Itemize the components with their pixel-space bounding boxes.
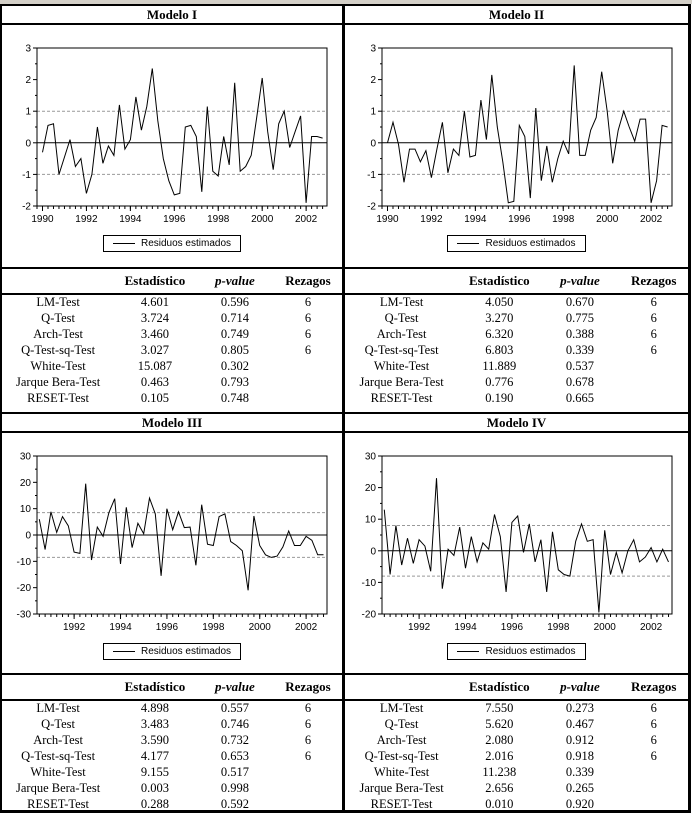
test-lags: 6 bbox=[304, 310, 312, 325]
table-row bbox=[345, 374, 688, 390]
test-name: Q-Test bbox=[384, 310, 419, 325]
svg-text:-2: -2 bbox=[366, 201, 376, 213]
col-p-value: p-value bbox=[215, 273, 255, 288]
legend-line-sample bbox=[113, 243, 135, 244]
svg-text:1992: 1992 bbox=[75, 214, 98, 225]
stats-cell-modelo-iii bbox=[2, 675, 345, 810]
test-name: Q-Test bbox=[384, 716, 419, 731]
stats-cell-modelo-ii bbox=[345, 269, 688, 412]
test-pvalue: 0.793 bbox=[220, 374, 249, 389]
diagnostics-table-modelo-iv bbox=[345, 675, 688, 810]
test-lags bbox=[274, 796, 342, 810]
test-statistic: 0.105 bbox=[140, 390, 170, 405]
chart-area-modelo-iv bbox=[345, 433, 688, 673]
test-statistic: 5.620 bbox=[485, 716, 514, 731]
test-pvalue: 0.805 bbox=[220, 342, 249, 357]
chart-area-modelo-i bbox=[2, 25, 345, 267]
test-pvalue: 0.592 bbox=[220, 796, 249, 810]
test-lags bbox=[274, 764, 342, 780]
test-pvalue: 0.918 bbox=[565, 748, 594, 763]
svg-text:30: 30 bbox=[364, 451, 376, 463]
col-rezagos: Rezagos bbox=[285, 679, 331, 694]
test-pvalue: 0.302 bbox=[220, 358, 249, 373]
table-row bbox=[2, 716, 342, 732]
test-statistic: 0.776 bbox=[485, 374, 514, 389]
test-pvalue: 0.732 bbox=[220, 732, 249, 747]
svg-text:3: 3 bbox=[25, 43, 31, 55]
chart-row-bottom bbox=[2, 433, 688, 675]
test-lags bbox=[274, 780, 342, 796]
test-name: RESET-Test bbox=[370, 390, 433, 405]
panel-title-modelo-ii: Modelo II bbox=[345, 6, 688, 23]
table-row bbox=[2, 732, 342, 748]
test-name: RESET-Test bbox=[370, 796, 433, 810]
test-name: Arch-Test bbox=[376, 326, 427, 341]
stats-header-row bbox=[2, 675, 342, 700]
svg-text:3: 3 bbox=[369, 43, 376, 55]
svg-text:1996: 1996 bbox=[500, 622, 523, 633]
table-row bbox=[2, 700, 342, 716]
test-statistic: 0.003 bbox=[140, 780, 170, 795]
svg-text:1992: 1992 bbox=[62, 622, 86, 633]
test-lags bbox=[619, 358, 688, 374]
chart-legend-modelo-iii bbox=[103, 643, 241, 660]
table-row bbox=[2, 780, 342, 796]
col-estadistico: Estadístico bbox=[124, 273, 186, 288]
test-name: Q-Test-sq-Test bbox=[21, 748, 96, 763]
test-pvalue: 0.775 bbox=[565, 310, 594, 325]
stats-header-row bbox=[2, 269, 342, 294]
table-row bbox=[2, 390, 342, 406]
col-test-empty bbox=[2, 675, 114, 700]
table-row bbox=[345, 796, 688, 810]
stats-cell-modelo-i bbox=[2, 269, 345, 412]
test-lags bbox=[619, 374, 688, 390]
residuals-chart-modelo-ii bbox=[346, 34, 688, 232]
svg-text:1996: 1996 bbox=[507, 214, 530, 225]
test-lags: 6 bbox=[304, 342, 312, 357]
diagnostics-table-modelo-i bbox=[2, 269, 342, 406]
svg-text:2000: 2000 bbox=[593, 622, 616, 633]
legend-line-sample bbox=[457, 243, 479, 244]
test-pvalue: 0.517 bbox=[220, 764, 249, 779]
svg-text:2002: 2002 bbox=[639, 214, 662, 225]
col-estadistico: Estadístico bbox=[469, 273, 530, 288]
test-pvalue: 0.678 bbox=[565, 374, 594, 389]
test-name: White-Test bbox=[373, 358, 430, 373]
table-row bbox=[2, 748, 342, 764]
table-row bbox=[345, 716, 688, 732]
test-pvalue: 0.653 bbox=[220, 748, 249, 763]
test-pvalue: 0.920 bbox=[565, 796, 594, 810]
svg-text:10: 10 bbox=[19, 504, 31, 516]
test-pvalue: 0.912 bbox=[565, 732, 594, 747]
svg-text:1: 1 bbox=[369, 106, 376, 118]
test-name: Arch-Test bbox=[33, 326, 83, 341]
test-statistic: 2.016 bbox=[485, 748, 514, 763]
chart-area-modelo-ii bbox=[345, 25, 688, 267]
test-statistic: 4.601 bbox=[140, 295, 170, 309]
svg-text:20: 20 bbox=[364, 483, 376, 495]
table-row bbox=[345, 390, 688, 406]
svg-text:2000: 2000 bbox=[251, 214, 274, 225]
table-row bbox=[2, 342, 342, 358]
test-name: Arch-Test bbox=[376, 732, 427, 747]
legend-label: Residuos estimados bbox=[140, 238, 232, 249]
test-statistic: 6.320 bbox=[485, 326, 514, 341]
test-statistic: 11.238 bbox=[482, 764, 517, 779]
svg-text:-1: -1 bbox=[22, 169, 31, 181]
svg-text:0: 0 bbox=[369, 546, 376, 558]
table-row bbox=[2, 310, 342, 326]
test-name: Q-Test-sq-Test bbox=[364, 748, 439, 763]
col-test-empty bbox=[345, 269, 458, 294]
legend-label: Residuos estimados bbox=[485, 646, 576, 657]
diagnostics-table-modelo-ii bbox=[345, 269, 688, 406]
test-statistic: 3.724 bbox=[140, 310, 170, 325]
test-pvalue: 0.339 bbox=[565, 342, 594, 357]
svg-text:1994: 1994 bbox=[109, 622, 132, 633]
test-lags bbox=[619, 796, 688, 810]
col-test-empty bbox=[2, 269, 114, 294]
test-pvalue: 0.265 bbox=[565, 780, 594, 795]
test-name: LM-Test bbox=[36, 701, 80, 715]
table-row bbox=[2, 764, 342, 780]
test-lags: 6 bbox=[650, 295, 657, 309]
test-statistic: 0.190 bbox=[485, 390, 514, 405]
test-lags: 6 bbox=[650, 716, 657, 731]
test-statistic: 3.483 bbox=[140, 716, 170, 731]
test-statistic: 11.889 bbox=[482, 358, 517, 373]
test-lags bbox=[274, 358, 342, 374]
test-pvalue: 0.557 bbox=[220, 701, 249, 715]
legend-label: Residuos estimados bbox=[140, 646, 232, 657]
legend-line-sample bbox=[113, 651, 135, 652]
test-statistic: 4.177 bbox=[140, 748, 170, 763]
test-name: LM-Test bbox=[379, 295, 424, 309]
test-name: RESET-Test bbox=[27, 796, 90, 810]
col-estadistico: Estadístico bbox=[469, 679, 530, 694]
test-name: Jarque Bera-Test bbox=[16, 780, 101, 795]
test-pvalue: 0.388 bbox=[565, 326, 594, 341]
test-name: White-Test bbox=[373, 764, 430, 779]
table-row bbox=[345, 732, 688, 748]
col-rezagos: Rezagos bbox=[630, 679, 677, 694]
residuals-chart-modelo-iii bbox=[2, 442, 343, 640]
table-row bbox=[345, 326, 688, 342]
svg-text:-20: -20 bbox=[16, 583, 31, 595]
table-row bbox=[345, 342, 688, 358]
test-statistic: 3.460 bbox=[140, 326, 170, 341]
svg-text:1998: 1998 bbox=[551, 214, 574, 225]
test-name: LM-Test bbox=[36, 295, 80, 309]
svg-text:1998: 1998 bbox=[207, 214, 230, 225]
test-name: Jarque Bera-Test bbox=[359, 780, 444, 795]
svg-text:1990: 1990 bbox=[31, 214, 54, 225]
chart-legend-modelo-iv bbox=[447, 643, 585, 660]
test-pvalue: 0.596 bbox=[220, 295, 249, 309]
test-name: Jarque Bera-Test bbox=[16, 374, 101, 389]
test-statistic: 4.050 bbox=[485, 295, 514, 309]
svg-text:1990: 1990 bbox=[375, 214, 399, 225]
stats-row-top bbox=[2, 269, 688, 414]
test-pvalue: 0.748 bbox=[220, 390, 249, 405]
test-lags: 6 bbox=[650, 310, 657, 325]
table-row bbox=[2, 358, 342, 374]
test-statistic: 0.010 bbox=[485, 796, 514, 810]
svg-text:20: 20 bbox=[19, 477, 31, 489]
test-lags: 6 bbox=[304, 732, 312, 747]
table-row bbox=[345, 310, 688, 326]
svg-text:1998: 1998 bbox=[202, 622, 225, 633]
svg-text:2000: 2000 bbox=[248, 622, 271, 633]
test-lags: 6 bbox=[650, 342, 657, 357]
test-statistic: 0.463 bbox=[140, 374, 170, 389]
residuals-chart-modelo-iv bbox=[346, 442, 688, 640]
test-name: Q-Test-sq-Test bbox=[21, 342, 96, 357]
svg-text:1994: 1994 bbox=[119, 214, 142, 225]
test-pvalue: 0.273 bbox=[565, 701, 594, 715]
svg-text:0: 0 bbox=[369, 138, 376, 150]
test-statistic: 2.656 bbox=[485, 780, 514, 795]
svg-text:30: 30 bbox=[19, 451, 31, 463]
test-name: Q-Test bbox=[41, 310, 76, 325]
col-estadistico: Estadístico bbox=[124, 679, 186, 694]
test-statistic: 3.270 bbox=[485, 310, 514, 325]
svg-text:1994: 1994 bbox=[453, 622, 477, 633]
test-pvalue: 0.670 bbox=[565, 295, 594, 309]
chart-legend-modelo-ii bbox=[447, 235, 585, 252]
test-statistic: 6.803 bbox=[485, 342, 514, 357]
header-row-top bbox=[2, 6, 688, 25]
test-name: LM-Test bbox=[379, 701, 424, 715]
test-statistic: 15.087 bbox=[137, 358, 173, 373]
stats-header-row bbox=[345, 269, 688, 294]
svg-text:-1: -1 bbox=[366, 169, 376, 181]
test-name: White-Test bbox=[30, 358, 86, 373]
svg-text:2: 2 bbox=[369, 75, 376, 87]
svg-text:1996: 1996 bbox=[155, 622, 179, 633]
test-pvalue: 0.714 bbox=[220, 310, 249, 325]
svg-text:1998: 1998 bbox=[546, 622, 569, 633]
stats-row-bottom bbox=[2, 675, 688, 810]
col-p-value: p-value bbox=[560, 679, 600, 694]
svg-text:-10: -10 bbox=[16, 556, 31, 568]
test-lags bbox=[619, 780, 688, 796]
table-row bbox=[2, 294, 342, 310]
test-name: RESET-Test bbox=[27, 390, 90, 405]
test-name: Q-Test bbox=[41, 716, 76, 731]
test-pvalue: 0.467 bbox=[565, 716, 594, 731]
col-test-empty bbox=[345, 675, 458, 700]
svg-text:1992: 1992 bbox=[407, 622, 430, 633]
test-pvalue: 0.998 bbox=[220, 780, 249, 795]
chart-row-top bbox=[2, 25, 688, 269]
test-lags: 6 bbox=[304, 716, 312, 731]
svg-text:2002: 2002 bbox=[295, 214, 318, 225]
test-pvalue: 0.339 bbox=[565, 764, 594, 779]
test-pvalue: 0.746 bbox=[220, 716, 249, 731]
svg-text:-30: -30 bbox=[16, 609, 31, 621]
residuals-chart-modelo-i bbox=[2, 34, 343, 232]
test-lags bbox=[274, 390, 342, 406]
stats-header-row bbox=[345, 675, 688, 700]
test-lags: 6 bbox=[304, 701, 312, 715]
chart-area-modelo-iii bbox=[2, 433, 345, 673]
test-lags bbox=[619, 390, 688, 406]
svg-text:1992: 1992 bbox=[419, 214, 443, 225]
test-lags: 6 bbox=[650, 701, 657, 715]
test-pvalue: 0.537 bbox=[565, 358, 594, 373]
svg-text:1996: 1996 bbox=[163, 214, 186, 225]
test-statistic: 3.590 bbox=[140, 732, 170, 747]
panel-title-modelo-iii: Modelo III bbox=[2, 414, 345, 431]
test-statistic: 2.080 bbox=[485, 732, 514, 747]
table-row bbox=[345, 748, 688, 764]
table-row bbox=[2, 374, 342, 390]
test-lags: 6 bbox=[650, 326, 657, 341]
legend-line-sample bbox=[457, 651, 479, 652]
test-pvalue: 0.749 bbox=[220, 326, 249, 341]
col-rezagos: Rezagos bbox=[285, 273, 331, 288]
svg-text:0: 0 bbox=[25, 138, 31, 150]
stats-cell-modelo-iv bbox=[345, 675, 688, 810]
svg-text:2002: 2002 bbox=[294, 622, 318, 633]
legend-label: Residuos estimados bbox=[485, 238, 576, 249]
svg-text:0: 0 bbox=[25, 530, 31, 542]
table-row bbox=[345, 700, 688, 716]
test-lags: 6 bbox=[304, 748, 312, 763]
chart-legend-modelo-i bbox=[103, 235, 241, 252]
test-lags bbox=[619, 764, 688, 780]
table-row bbox=[2, 326, 342, 342]
test-statistic: 7.550 bbox=[485, 701, 514, 715]
panel-title-modelo-i: Modelo I bbox=[2, 6, 345, 23]
test-statistic: 9.155 bbox=[140, 764, 170, 779]
test-statistic: 0.288 bbox=[140, 796, 170, 810]
diagnostics-table-modelo-iii bbox=[2, 675, 342, 810]
table-row bbox=[345, 358, 688, 374]
col-rezagos: Rezagos bbox=[630, 273, 677, 288]
table-row bbox=[345, 764, 688, 780]
svg-text:2000: 2000 bbox=[595, 214, 618, 225]
svg-text:1994: 1994 bbox=[463, 214, 486, 225]
table-row bbox=[345, 780, 688, 796]
test-lags bbox=[274, 374, 342, 390]
panel-title-modelo-iv: Modelo IV bbox=[345, 414, 688, 431]
col-p-value: p-value bbox=[215, 679, 255, 694]
models-figure bbox=[0, 4, 691, 813]
table-row bbox=[2, 796, 342, 810]
test-lags: 6 bbox=[304, 326, 312, 341]
svg-text:2: 2 bbox=[25, 75, 31, 87]
test-pvalue: 0.665 bbox=[565, 390, 594, 405]
test-name: Q-Test-sq-Test bbox=[364, 342, 439, 357]
test-name: Arch-Test bbox=[33, 732, 83, 747]
header-row-bottom bbox=[2, 414, 688, 433]
svg-text:-10: -10 bbox=[361, 577, 376, 589]
test-statistic: 3.027 bbox=[140, 342, 170, 357]
svg-text:2002: 2002 bbox=[639, 622, 662, 633]
test-lags: 6 bbox=[650, 732, 657, 747]
test-name: Jarque Bera-Test bbox=[359, 374, 444, 389]
table-row bbox=[345, 294, 688, 310]
test-lags: 6 bbox=[304, 295, 312, 309]
test-statistic: 4.898 bbox=[140, 701, 170, 715]
test-name: White-Test bbox=[30, 764, 86, 779]
col-p-value: p-value bbox=[560, 273, 600, 288]
test-lags: 6 bbox=[650, 748, 657, 763]
svg-text:-20: -20 bbox=[361, 609, 376, 621]
svg-text:10: 10 bbox=[364, 514, 376, 526]
svg-text:-2: -2 bbox=[22, 201, 31, 213]
svg-text:1: 1 bbox=[25, 106, 31, 118]
